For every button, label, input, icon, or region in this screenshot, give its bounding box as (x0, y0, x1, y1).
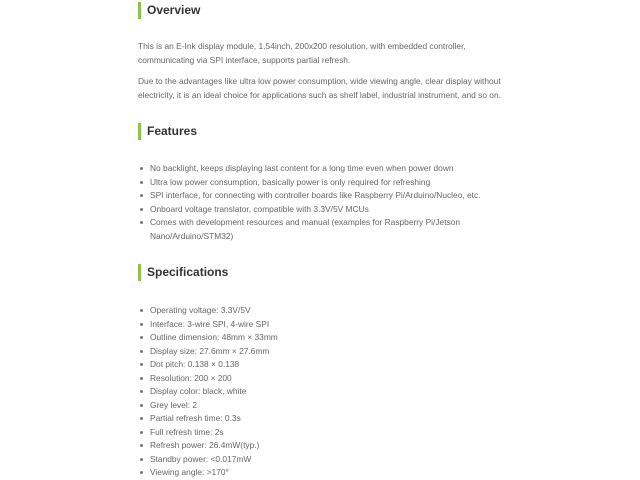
list-item: Partial refresh time: 0.3s (138, 412, 510, 426)
list-item: No backlight, keeps displaying last content for a long time even when power down (138, 162, 510, 176)
list-item: Onboard voltage translator, compatible with 3.3V/5V MCUs (138, 203, 510, 217)
specifications-list (138, 304, 510, 480)
list-item: Refresh power: 26.4mW(typ.) (138, 439, 510, 453)
list-item: Comes with development resources and manual (examples for Raspberry Pi/Jetson Nano/Arduino/STM32) (138, 216, 510, 243)
list-item: Grey level: 2 (138, 399, 510, 413)
list-item: Interface: 3-wire SPI, 4-wire SPI (138, 318, 510, 332)
features-list (138, 162, 510, 243)
list-item: Ultra low power consumption, basically power is only required for refreshing (138, 176, 510, 190)
list-item: Operating voltage: 3.3V/5V (138, 304, 510, 318)
list-item: Resolution: 200 × 200 (138, 372, 510, 386)
features-heading: Features (138, 123, 197, 140)
specifications-heading: Specifications (138, 264, 228, 281)
list-item: Dot pitch: 0.138 × 0.138 (138, 358, 510, 372)
overview-paragraph-1: This is an E-Ink display module, 1.54inch, 200x200 resolution, with embedded controller, communicating via SPI interface, supports partial refresh. (138, 41, 466, 65)
list-item: Full refresh time: 2s (138, 426, 510, 440)
list-item: Display color: black, white (138, 385, 510, 399)
list-item: SPI interface, for connecting with controller boards like Raspberry Pi/Arduino/Nucleo, etc. (138, 189, 510, 203)
list-item: Display size: 27.6mm × 27.6mm (138, 345, 510, 359)
list-item: Outline dimension: 48mm × 33mm (138, 331, 510, 345)
list-item: Standby power: <0.017mW (138, 453, 510, 467)
overview-heading: Overview (138, 2, 200, 19)
list-item: Viewing angle: >170° (138, 466, 510, 480)
overview-paragraph-2: Due to the advantages like ultra low power consumption, wide viewing angle, clear display without electricity, it is an ideal choice for applications such as shelf label, industrial instrument, and so on. (138, 76, 501, 100)
